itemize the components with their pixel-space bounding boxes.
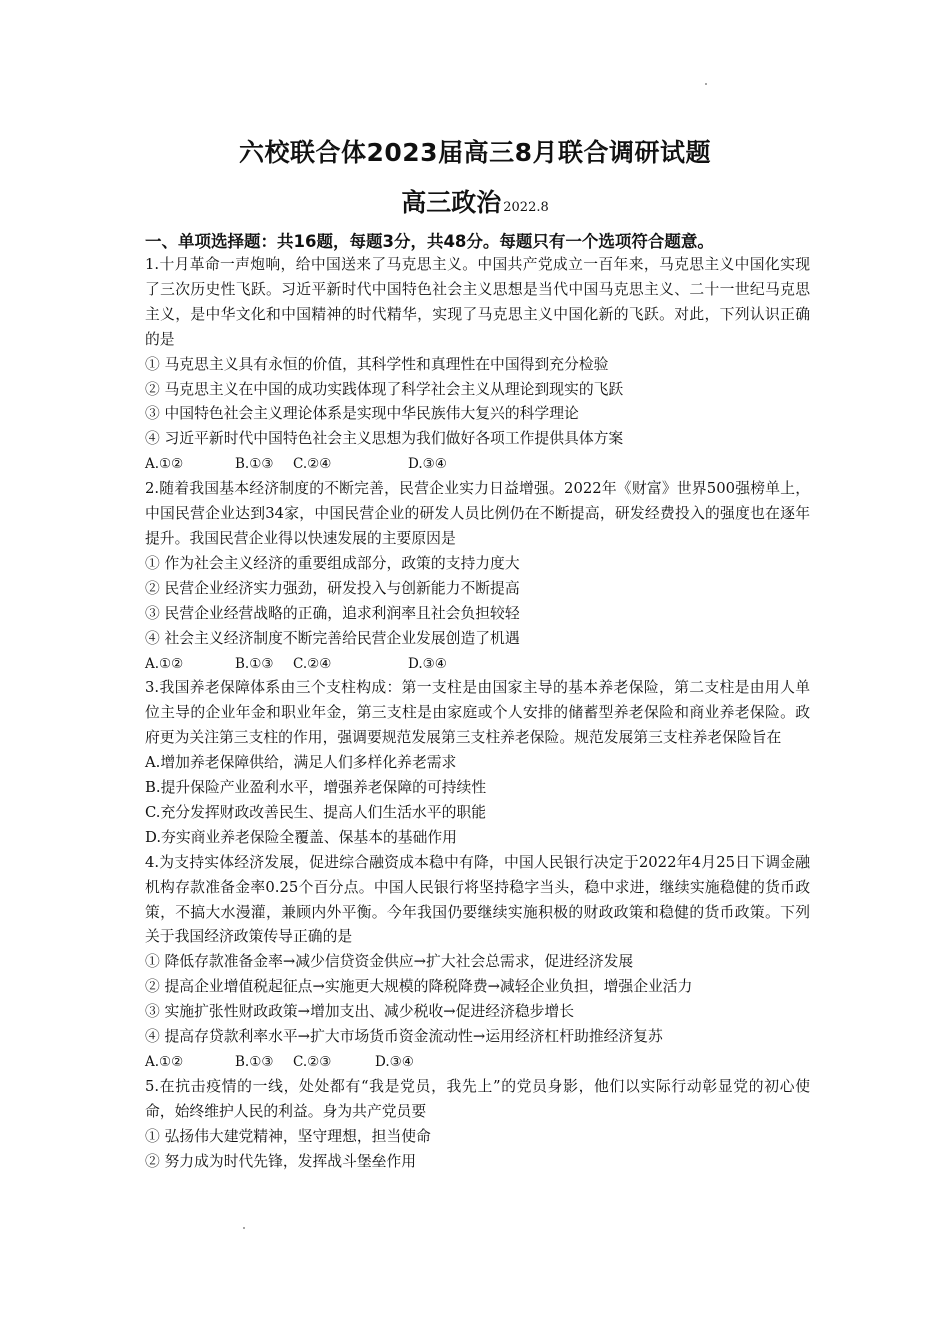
question-1-stem: 1.十月革命一声炮响，给中国送来了马克思主义。中国共产党成立一百年来，马克思主义中国化实现了三次历史性飞跃。习近平新时代中国特色社会主义思想是当代中国马克思主义、二十一世纪马克思主义，是中华文化和中国精神的时代精华，实现了马克思主义中国化新的飞跃。对此，下列认识正确的是 [145,256,810,348]
question-2-option-1: ① 作为社会主义经济的重要组成部分，政策的支持力度大 [145,554,520,572]
exam-title: 六校联合体2023届高三8月联合调研试题 [239,138,711,167]
question-4-option-2: ② 提高企业增值税起征点→实施更大规模的降税降费→减轻企业负担，增强企业活力 [145,978,693,996]
question-3-option-b: B.提升保险产业盈利水平，增强养老保障的可持续性 [145,779,487,797]
question-3-option-a: A.增加养老保障供给，满足人们多样化养老需求 [145,754,457,772]
question-4-choice-c: C.②③ [293,1054,332,1070]
question-2-choice-b: B.①③ [235,655,274,672]
question-1-option-1: ① 马克思主义具有永恒的价值，其科学性和真理性在中国得到充分检验 [145,355,609,373]
question-2-choice-d: D.③④ [408,655,447,672]
question-1-choice-d: D.③④ [408,456,447,473]
question-1-option-3: ③ 中国特色社会主义理论体系是实现中华民族伟大复兴的科学理论 [145,405,579,423]
page-mark-top [705,83,707,85]
question-5-option-1: ① 弘扬伟大建党精神，坚守理想，担当使命 [145,1127,431,1145]
question-5-option-2: ② 努力成为时代先锋，发挥战斗堡垒作用 [145,1152,417,1170]
question-2-option-2: ② 民营企业经济实力强劲，研发投入与创新能力不断提高 [145,579,520,597]
page-mark-bottom [243,1227,245,1229]
question-2-choice-a: A.①② [145,655,184,672]
question-4-choices [145,1050,810,1075]
question-4-stem: 4.为支持实体经济发展，促进综合融资成本稳中有降，中国人民银行决定于2022年4月25日下调金融机构存款准备金率0.25个百分点。中国人民银行将坚持稳字当头，稳中求进，继续实施稳健的货币政策，不搞大水漫灌，兼顾内外平衡。今年我国仍要继续实施积极的财政政策和稳健的货币政策。下列关于我国经济政策传导正确的是 [145,853,810,946]
question-4-option-3: ③ 实施扩张性财政政策→增加支出、减少税收→促进经济稳步增长 [145,1003,575,1021]
question-2-stem: 2.随着我国基本经济制度的不断完善，民营企业实力日益增强。2022年《财富》世界500强榜单上，中国民营企业达到34家，中国民营企业的研发人员比例仍在不断提高，研发经费投入的强度也在逐年提升。我国民营企业得以快速发展的主要原因是 [145,480,810,547]
question-1-choices [145,452,810,477]
question-4-choice-a: A.①② [145,1054,184,1070]
exam-subtitle [0,183,950,219]
question-3-option-d: D.夯实商业养老保险全覆盖、保基本的基础作用 [145,828,457,846]
subject-title: 高三政治 [401,188,502,217]
question-2-choices [145,652,810,677]
question-3-option-c: C.充分发挥财政改善民生、提高人们生活水平的职能 [145,803,487,821]
question-2-choice-c: C.②④ [293,655,332,672]
question-2-option-3: ③ 民营企业经营战略的正确，追求利润率且社会负担较轻 [145,604,520,622]
question-4-option-1: ① 降低存款准备金率→减少信贷资金供应→扩大社会总需求，促进经济发展 [145,953,634,971]
question-1-option-4: ④ 习近平新时代中国特色社会主义思想为我们做好各项工作提供具体方案 [145,430,624,448]
question-list [145,253,810,1175]
question-4-choice-d: D.③④ [375,1054,414,1070]
question-1-choice-b: B.①③ [235,456,274,473]
question-4-choice-b: B.①③ [235,1054,274,1070]
section-heading: 一、单项选择题：共16题，每题3分，共48分。每题只有一个选项符合题意。 [145,232,714,251]
question-1-choice-c: C.②④ [293,456,332,473]
question-1-choice-a: A.①② [145,456,184,473]
question-4-option-4: ④ 提高存贷款利率水平→扩大市场货币资金流动性→运用经济杠杆助推经济复苏 [145,1028,663,1046]
question-3-stem: 3.我国养老保障体系由三个支柱构成：第一支柱是由国家主导的基本养老保险，第二支柱是由用人单位主导的企业年金和职业年金，第三支柱是由家庭或个人安排的储蓄型养老保险和商业养老保险。政府更为关注第三支柱的作用，强调要规范发展第三支柱养老保险。规范发展第三支柱养老保险旨在 [145,679,810,747]
question-1-option-2: ② 马克思主义在中国的成功实践体现了科学社会主义从理论到现实的飞跃 [145,380,624,398]
question-2-option-4: ④ 社会主义经济制度不断完善给民营企业发展创造了机遇 [145,629,520,647]
question-5-stem: 5.在抗击疫情的一线，处处都有“我是党员，我先上”的党员身影，他们以实际行动彰显党的初心使命，始终维护人民的利益。身为共产党员要 [145,1077,810,1120]
exam-date: 2022.8 [503,200,549,215]
